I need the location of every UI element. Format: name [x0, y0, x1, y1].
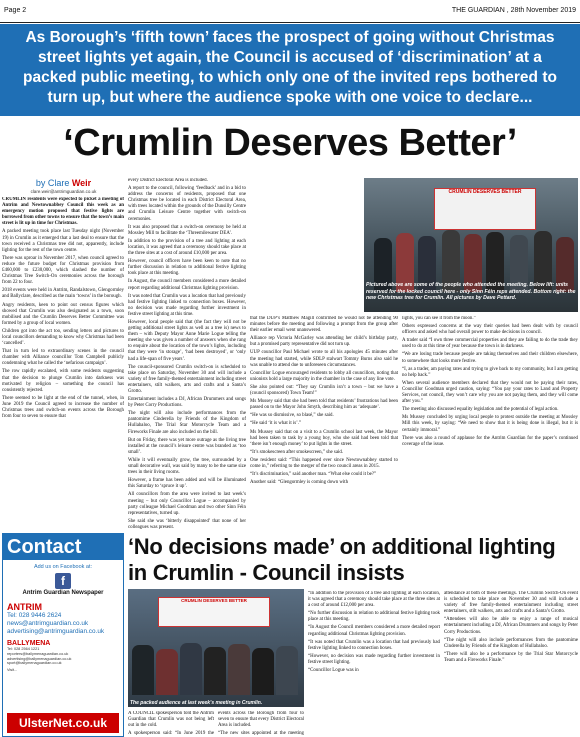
paragraph: That in turn led to extraordinary scenes in the council chamber with Alliance councillor Tom Campbell publicly condemning what he called the ‘nefarious campaign’.: [2, 349, 124, 367]
ballymena-phone[interactable]: Tel: 028 2564 1221: [7, 647, 40, 651]
advertising-email[interactable]: advertising@antrimguardian.co.uk: [7, 628, 105, 635]
protest-sign-text: CRUMLIN DESERVES BETTER: [448, 189, 522, 195]
paragraph: She said she was ‘bitterly disappointed’ that none of her colleagues was present.: [128, 518, 246, 530]
paragraph: “It was noted that Crumlin was a location that had previously had festive lighting linked to connection boxes.: [308, 639, 440, 651]
paragraph: that the DUP’s Matthew Magill confirmed he would not be attending 90 minutes before the meeting and following a prompt from the group after their earlier email went unanswered.: [250, 316, 398, 334]
audience-silhouette: [252, 648, 274, 695]
paragraph: However, a frame has been added and will be illuminated this Saturday to ‘spruce it up’.: [128, 478, 246, 490]
paragraph: In August, the council members considered a more detailed report regarding additional Christmas lighting provision.: [128, 279, 246, 291]
article2-headline: ‘No decisions made’ on additional lighting in Crumlin - Council insists: [128, 534, 556, 585]
paragraph: In addition to the provision of a tree and lighting at each location, it was agreed that a ceremony should take place at the three sites at a cost of around £10,000 per area.: [128, 238, 246, 257]
byline: [2, 178, 125, 188]
paragraph: However, local people said that (the fact they will not be getting additional street lights as well as a tree is) news to them – with Deputy Mayor Anne Marie Logue telling the meeting she was given a number of answers when she rang to enquire about the location of the town’s lights, including that they were ‘in storage’, ‘had been destroyed’, or ‘only had a life-span of five years’.: [128, 319, 246, 362]
paragraph: Ms Mussey said that on a visit to a Crumlin school last week, the Mayor had been taken to task by a young boy, who she said had been told that ‘there isn’t enough money’ to put lights in the street.: [250, 429, 398, 447]
audience-sign-text: CRUMLIN DESERVES BETTER: [181, 598, 247, 603]
contact-title: Contact us...: [3, 534, 123, 560]
paragraph: The council-sponsored Crumlin switch-on is scheduled to take place on Saturday, November 30 and will include a variety of free family-themed entertainment including street entertainers, stilt walkers, arts and crafts and a Santa’s Grotto.: [128, 364, 246, 394]
paragraph: It was also proposed that a switch-on ceremony be held at Mossley Mill to facilitate the ‘Threemilewater DEA’.: [128, 224, 246, 236]
audience-photo: [128, 589, 304, 707]
article2-column-3: [308, 591, 440, 737]
paragraph: “It’s smokescreen after smokescreen,” she said.: [250, 449, 344, 455]
audience-silhouette: [276, 646, 298, 695]
paragraph: CRUMLIN residents were expected to picket a meeting of Antrim and Newtownabbey Council this week as an emergency motion proposed that festive lights are borrowed from other towns to ensure that the town’s main street is lit up in time for Christmas.: [2, 197, 124, 227]
contact-box: [2, 533, 124, 737]
paragraph: Councillor Logue encouraged residents to lobby all councillors, noting that unionists hold a large majority in the chamber in the case of any line vote.: [250, 370, 398, 382]
antrim-office-heading: ANTRIM: [7, 602, 42, 612]
paragraph: There was also a round of applause for the Antrim Guardian for the paper’s continued coverage of the issue.: [402, 435, 578, 447]
paragraph: When several audience members declared that they would not be paying their rates, Councillor Goodman urged caution, saying: “You pay your rates to Land and Property Services, not council, they won’t care why you are not paying them, and they will come after you.”: [402, 380, 578, 405]
ballymena-email-3[interactable]: sport@ballymenaguardian.co.uk: [7, 661, 62, 666]
paragraph: “No further discussion in relation to additional festive lighting took place at this meeting.: [308, 611, 440, 623]
paragraph: Entertainment includes a DJ, African Drummers and songs by Peter Corry Productions.: [128, 397, 246, 409]
paragraph: lights, you can see it from the moon.”: [402, 316, 476, 321]
paragraph: A COUNCIL spokesperson told the Antrim Guardian that Crumlin was not being left out in the cold.: [128, 711, 214, 729]
article2-column-4: [444, 591, 578, 737]
news-email[interactable]: news@antrimguardian.co.uk: [7, 620, 89, 627]
page-header: [0, 0, 580, 23]
paragraph: “Attendees will also be able to enjoy a range of musical entertainment including a DJ, African Drummers and songs by Peter Corry Productions.: [444, 617, 578, 635]
audience-sign: [158, 597, 270, 627]
paragraph: The meeting also discussed equality legislation and the potential of legal action.: [402, 407, 559, 413]
byline-name: Weir: [71, 178, 92, 188]
paragraph: The row rapidly escalated, with some residents suggesting that the decision to plunge Crumlin into darkness was motivated by religion – something the council has consistently rejected.: [2, 369, 124, 393]
article1-column-3: [250, 316, 398, 531]
audience-silhouette: [228, 644, 250, 695]
ulsternet-logo[interactable]: UlsterNet.co.uk: [7, 713, 119, 733]
main-headline: ‘Crumlin Deserves Better’: [63, 122, 517, 164]
paragraph: There was uproar in November 2017, when council agreed to reduce the future budget for Christmas provision from £460,000 to £230,000, which slashed the number of Christmas Tree Switch-On ceremonies across the borough from 22 to four.: [2, 255, 124, 286]
article1-column-1: [2, 197, 124, 531]
audience-silhouette: [204, 647, 226, 695]
paragraph: It was noted that Crumlin was a location that had previously had festive lighting linked to connection boxes. However, no decision was made regarding further investment in festive street lighting at this time.: [128, 293, 246, 317]
article1-column-2: [128, 178, 246, 531]
facebook-icon[interactable]: f: [55, 573, 71, 589]
paragraph: She also pointed out: “They say Crumlin isn’t a town – but we have a (council sponsored) Town Team!”: [250, 384, 398, 397]
standfirst-banner: As Borough’s ‘fifth town’ faces the prospect of going without Christmas street lights yet again, the Council is accused of ‘discrimination’ at a packed public meeting, to which only one of the invited reps bothered to turn up, but where the audience spoke with one voice to declare...: [0, 24, 580, 116]
antrim-phone[interactable]: Tel: 028 9446 2624: [7, 612, 62, 619]
paragraph: A packed meeting took place last Tuesday night (November 19) in Crumlin as it emerged that a last deal to ensure that the town received a Christmas tree did not, apparently, include lighting for the rest of the town centre.: [2, 229, 124, 253]
paragraph: “However, no decision was made regarding further investment in festive street lighting.: [308, 653, 440, 665]
paragraph: Alliance rep Victoria McGarley was attending her child’s birthday party, but a promised party representative did not turn up.: [250, 336, 398, 348]
paragraph: But on Friday, there was yet more outrage as the living tree installed at the council’s leisure centre was branded as ‘too small’.: [128, 437, 246, 455]
audience-silhouette: [156, 649, 178, 695]
paragraph: Ms Mussey said that she had been told that residents’ frustrations had been passed on to the Mayor John Smyth, describing him as ‘adequate’.: [250, 399, 398, 411]
audience-silhouette: [180, 643, 202, 695]
protest-sign: [434, 188, 536, 230]
facebook-prompt-text: Add us on Facebook at:: [33, 564, 93, 570]
article2-column-2: [218, 711, 304, 737]
paragraph: All councillors from the area were invited to last week’s meeting – but only Councillor Logue – accompanied by party colleague Michael Goodman and two other Sinn Féin representatives, turned up.: [128, 492, 246, 516]
paragraph: “The night will also include performances from the pantomime Cinderella by Friends of the Kingdom of Hullabaloo.: [444, 637, 578, 649]
ballymena-email-2[interactable]: advertising@ballymenaguardian.co.uk: [7, 656, 72, 661]
byline-prefix: by Clare: [35, 178, 72, 188]
ballymena-office-heading: BALLYMENA: [7, 640, 51, 647]
page-number: Page 2: [4, 7, 27, 14]
article1-column-4: [402, 316, 578, 531]
audience-silhouette: [132, 645, 154, 695]
paragraph: Ms Mussey concluded by urging local people to protest outside the meeting at Mossley Mill this week, by saying: “We need to show that it is being done is illegal, but it is certainly immoral.”: [402, 415, 578, 433]
ballymena-email-1[interactable]: reporters@ballymenaguardian.co.uk: [7, 651, 69, 656]
facebook-page-name[interactable]: Antrim Guardian Newspaper: [22, 590, 104, 596]
paragraph: every District Electoral Area is included.: [128, 178, 208, 183]
paragraph: A report to the council, following ‘feedback’ and in a bid to address the concerns of residents, proposed that one Christmas tree be located in each District Electoral Area, with trees located within the grounds of the Dunsilly Centre and Crumlin Leisure Centre together with switch-on ceremonies.: [128, 186, 246, 222]
paragraph: A spokesperson said: “In June 2019 the: [128, 731, 214, 737]
paragraph: attendance at both of these meetings. The Crumlin Switch-On event is scheduled to take place on November 30 and will include a variety of free family-themed entertainment including street entertainers, stilt walkers, arts and crafts and a Santa’s Grotto.: [444, 591, 578, 615]
paragraph: “In August the Council members considered a more detailed report regarding additional Christmas lighting provision.: [308, 625, 440, 637]
paragraph: “The new sites appointed at the meeting: [218, 731, 304, 737]
paragraph: Angry residents, keen to point out census figures which showed that Crumlin was also designated as a town, soon mobilised and the Crumlin Deserves Better Committee was formed by a group of local women.: [2, 302, 124, 326]
visit-label: Visit...: [7, 668, 18, 673]
paragraph: “We are losing trade because people are taking themselves and their children elsewhere, to somewhere that looks more festive.: [402, 352, 578, 364]
article2-column-1: [128, 711, 214, 737]
paragraph: Children got into the act too, sending letters and pictures to local councillors demanding to know why Christmas had been ‘cancelled’.: [2, 328, 124, 347]
paragraph: 2018 events were held in Antrim, Randalstown, Glengormley and Ballyclare, described as the main ‘towns’ in the borough.: [2, 288, 124, 300]
paragraph: The night will also include performances from the pantomime Cinderella by Friends of the Kingdom of Hullabaloo, The Trial Star Motorcycle Team and a Fireworks Finale are also included on the bill.: [128, 411, 246, 435]
paragraph: Another said: “Glengormley is coming down with: [250, 480, 349, 486]
paragraph: However, council officers have been keen to note that no further discussion in relation to additional festive lighting took place at this meeting.: [128, 259, 246, 277]
paragraph: One resident said: “This happened ever since Newtownabbey started to come in,” referring to the merger of the two council areas in 2015.: [250, 457, 398, 469]
paragraph: “It’s discrimination,” said another man. “What else could it be?”: [250, 472, 377, 478]
paragraph: UUP councillor Paul Michael wrote to all his apologies 45 minutes after the meeting had started, while SDLP stalwart Tommy Burns also said he was unable to attend due to unforeseen circumstances.: [250, 350, 398, 368]
paragraph: events across the Borough from four to seven to ensure that every District Electoral Area is included.: [218, 711, 304, 729]
paragraph: “Councillor Logue was in: [308, 668, 359, 674]
photo-caption: Pictured above are some of the people who attended the meeting. Below lift: units reserved for the locked council here - only Sinn Féin reps attended. Bottom right: the new Christmas tree for Crumlin. All pictures by Dave Pettard.: [366, 282, 576, 301]
audience-caption: The packed audience at last week’s meeting in Crumlin.: [130, 700, 263, 706]
byline-email[interactable]: clare.weir@antrimguardian.co.uk: [30, 189, 97, 194]
paragraph: There seemed to be light at the end of the tunnel, when, in June 2019 the Council agreed to increase the number of Christmas trees and switch-on events across the Borough from four to seven to ensure that: [2, 395, 124, 420]
paragraph: “I, as a trader, am paying rates and trying to give back to my community, but I am getting no help back.”: [402, 366, 578, 378]
paragraph: “He said ‘it is what it is’.”: [250, 421, 302, 427]
paragraph: “He was so dismissive, so blasé,” she said.: [250, 413, 334, 419]
paragraph: While it will eventually grow, the tree, surrounded by a small decorative wall, was said by many to be the same size trees in their living rooms.: [128, 457, 246, 476]
issue-date: THE GUARDIAN , 28th November 2019: [451, 7, 576, 14]
paragraph: “In addition to the provision of a tree and lighting at each location, it was agreed that a ceremony should take place at the three sites at a cost of around £12,000 per area.: [308, 591, 440, 609]
paragraph: “There will also be a performance by the Trial Star Motorcycle Team and a Fireworks Finale.”: [444, 651, 578, 663]
paragraph: A trader said “I own three commercial properties and they are failing to do the trade they used to do at this time of year because the town is in darkness.: [402, 338, 578, 350]
paragraph: Others expressed concerns at the way their queries had been dealt with by council officers and asked who had overall power to make decisions in council.: [402, 324, 578, 336]
